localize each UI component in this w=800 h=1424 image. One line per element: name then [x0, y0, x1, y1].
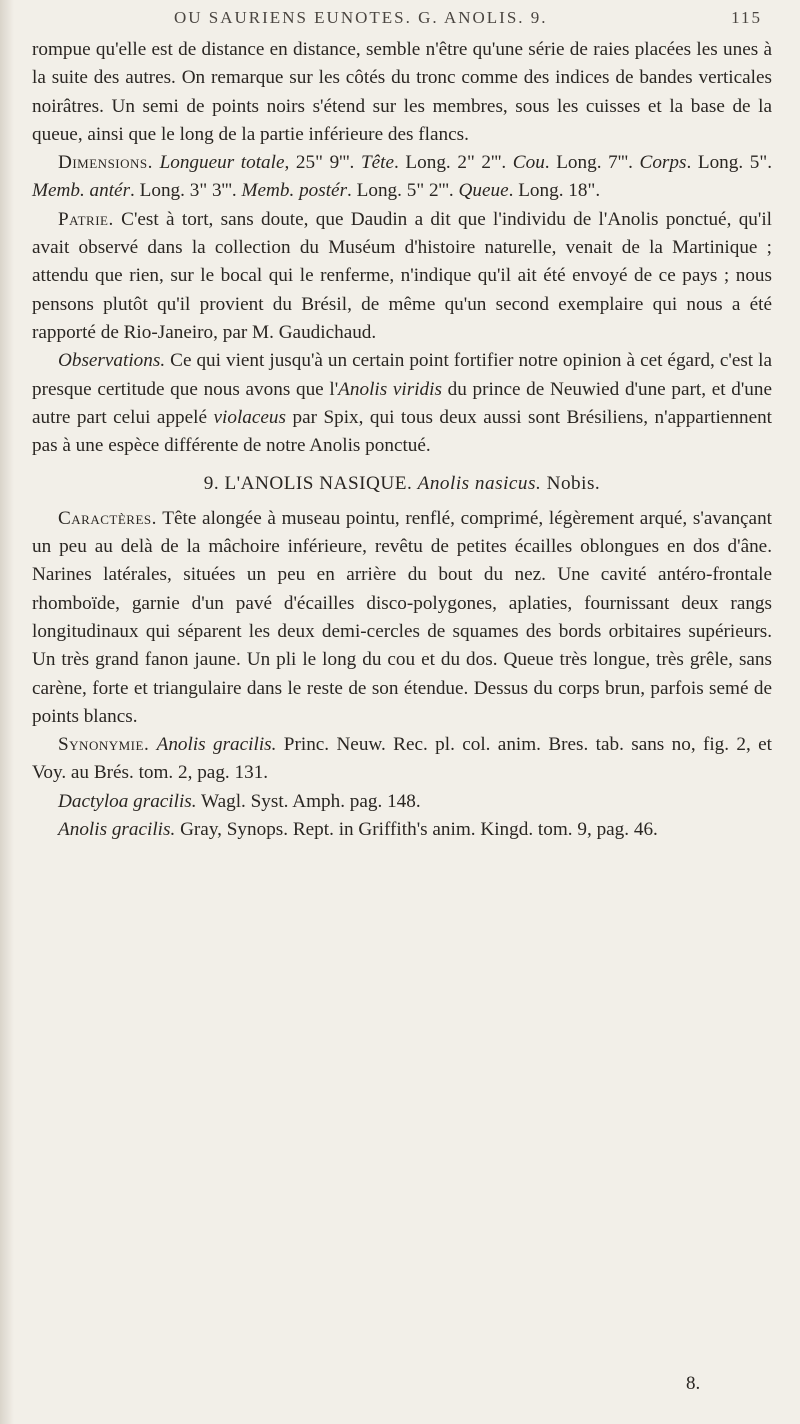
dimensions-label: Dimensions.: [58, 152, 153, 174]
synonym-name: Dactyloa gracilis.: [58, 790, 197, 812]
synonym-name: Anolis gracilis.: [58, 819, 176, 841]
patrie-text: C'est à tort, sans doute, que Daudin a dit que l'individu de l'Anolis ponctué, qu'il avait observé dans la collection du Muséum d'histoire naturelle, venait de la Martinique ; attendu que rien, sur le bocal qui le renferme, n'indique qu'il ait été envoyé de ce pays ; nous pensons plutôt qu'il provient du Brésil, de même qu'un second exemplaire qui nous a été rapporté de Rio-Janeiro, par M. Gaudichaud.: [32, 208, 773, 343]
dim-name: Queue: [458, 180, 509, 202]
dim-value: . Long. 7'''.: [544, 152, 633, 174]
dim-name: Memb. postér: [241, 180, 348, 202]
caracteres-text: Tête alongée à museau pointu, renflé, comprimé, légèrement arqué, s'avançant un peu au delà de la mâchoire inférieure, revêtu de petites écailles oblongues en dos d'âne. Narines latérales, situées un peu en arrière du bout du nez. Une cavité antéro-frontale rhomboïde, garnie d'un pavé d'écailles disco-polygones, aplaties, fournissant deux rangs longitudinaux qui séparent les deux demi-cercles de squames des bords orbitaires supérieurs. Un très grand fanon jaune. Un pli le long du cou et du dos. Queue très longue, très grêle, sans carène, forte et triangulaire dans le reste de son étendue. Dessus du corps brun, parfois semé de points blancs.: [32, 507, 772, 727]
dim-name: Tête: [360, 152, 395, 174]
dim-value: . Long. 5" 2'''.: [347, 180, 454, 202]
book-page: [32, 0, 772, 844]
synonym-reference: Wagl. Syst. Amph. pag. 148.: [201, 790, 421, 812]
paragraph-synonym-3: [32, 816, 772, 844]
species-heading: [32, 470, 772, 498]
dim-name: Longueur totale: [159, 152, 285, 174]
species-author: Nobis.: [546, 473, 601, 495]
observations-text-middle: du prince de Neuwied d'une part, et d'une autre part celui appelé: [32, 378, 773, 428]
signature-mark: 8.: [686, 1373, 701, 1394]
synonym-name: Anolis gracilis.: [156, 734, 277, 756]
observations-text-after: par Spix, qui tous deux aussi sont Brésiliens, n'appartiennent pas à une espèce différente de notre Anolis ponctué.: [32, 406, 773, 457]
dim-name: Corps: [639, 152, 687, 174]
synonym-reference: Gray, Synops. Rept. in Griffith's anim. Kingd. tom. 9, pag. 46.: [180, 819, 658, 841]
dim-name: Cou: [512, 152, 545, 174]
paragraph-synonym-2: [32, 788, 772, 816]
paragraph-observations: [32, 347, 772, 460]
paragraph-patrie: [32, 206, 772, 347]
observations-species-2: violaceus: [213, 406, 286, 428]
page-number: 115: [731, 8, 762, 27]
page-binding-shadow: [0, 0, 14, 1424]
dim-value: . Long. 18".: [508, 180, 601, 202]
running-head-title-text: OU SAURIENS EUNOTES. G. ANOLIS.: [174, 8, 525, 27]
paragraph-caracteres: [32, 505, 772, 731]
dim-name: Memb. antér: [32, 180, 131, 202]
body-text: [32, 36, 772, 844]
dim-value: . Long. 2" 2'''.: [394, 152, 507, 174]
paragraph-continuation: rompue qu'elle est de distance en distance, semble n'être qu'une série de raies placées les unes à la suite des autres. On remarque sur les côtés du tronc comme des indices de bandes verticales noirâtres. Un semi de points noirs s'étend sur les membres, sous les cuisses et la base de la queue, ainsi que le long de la partie inférieure des flancs.: [32, 39, 772, 145]
dim-value: . Long. 5".: [686, 152, 773, 174]
species-name: L'ANOLIS NASIQUE.: [224, 473, 413, 495]
species-number: 9.: [203, 473, 220, 495]
running-head-section: 9.: [530, 8, 548, 27]
patrie-label: Patrie.: [58, 208, 114, 230]
paragraph-synonymie: [32, 731, 772, 788]
dim-value: . Long. 3" 3'''.: [130, 180, 237, 202]
synonym-reference: Princ. Neuw. Rec. pl. col. anim. Bres. tab. sans no, fig. 2, et Voy. au Brés. tom. 2, pag. 131.: [32, 734, 773, 784]
running-head-title: [174, 8, 548, 28]
species-latin-name: Anolis nasicus.: [417, 473, 542, 495]
observations-text-before: Ce qui vient jusqu'à un certain point fortifier notre opinion à cet égard, c'est la presque certitude que nous avons que l': [32, 350, 772, 400]
observations-label: Observations.: [58, 350, 166, 372]
dim-value: , 25" 9'''.: [284, 152, 355, 174]
running-head: [32, 0, 772, 36]
synonymie-label: Synonymie.: [58, 734, 150, 756]
caracteres-label: Caractères.: [58, 507, 157, 529]
observations-species-1: Anolis viridis: [338, 378, 442, 400]
paragraph-dimensions: [32, 149, 772, 206]
